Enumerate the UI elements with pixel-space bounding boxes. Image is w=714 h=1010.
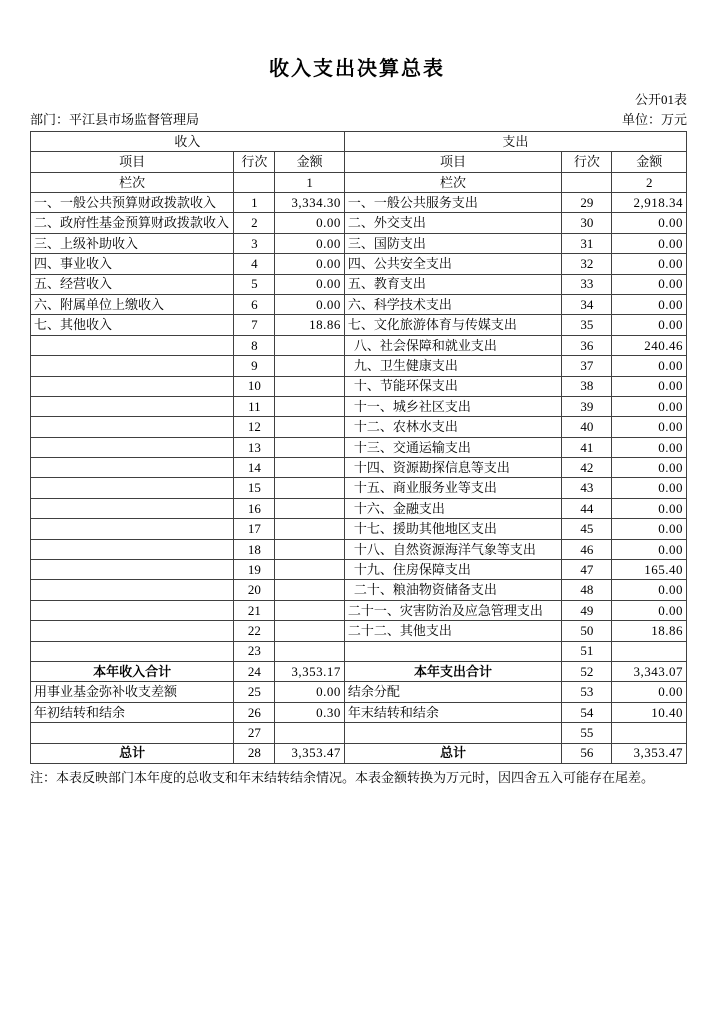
income-rowno-cell: 15 xyxy=(234,478,275,498)
income-lanci-blank xyxy=(234,173,275,193)
expense-amount-cell: 0.00 xyxy=(612,682,687,702)
expense-rowno-cell: 48 xyxy=(562,580,612,600)
expense-rowno-cell: 29 xyxy=(562,193,612,213)
income-item-cell xyxy=(31,560,234,580)
expense-amount-cell: 0.00 xyxy=(612,233,687,253)
table-row xyxy=(31,458,687,478)
expense-amount-cell: 18.86 xyxy=(612,621,687,641)
expense-col-no: 2 xyxy=(612,173,687,193)
table-row xyxy=(31,315,687,335)
expense-item-cell: 三、国防支出 xyxy=(344,233,561,253)
expense-rowno-cell: 39 xyxy=(562,396,612,416)
expense-item-cell: 十、节能环保支出 xyxy=(344,376,561,396)
table-row xyxy=(31,396,687,416)
expense-item-cell: 二十一、灾害防治及应急管理支出 xyxy=(344,600,561,620)
income-amount-cell: 0.00 xyxy=(275,254,344,274)
expense-item-cell: 八、社会保障和就业支出 xyxy=(344,335,561,355)
income-item-cell xyxy=(31,417,234,437)
income-item-cell: 七、其他收入 xyxy=(31,315,234,335)
income-item-cell xyxy=(31,458,234,478)
income-item-cell xyxy=(31,396,234,416)
meta-line xyxy=(30,113,687,126)
table-row xyxy=(31,580,687,600)
income-rowno-cell: 25 xyxy=(234,682,275,702)
expense-item-cell: 六、科学技术支出 xyxy=(344,294,561,314)
income-amount-cell: 0.00 xyxy=(275,294,344,314)
expense-amount-cell: 0.00 xyxy=(612,600,687,620)
table-code: 公开01表 xyxy=(634,92,687,107)
income-rowno-cell: 23 xyxy=(234,641,275,661)
table-row xyxy=(31,539,687,559)
expense-item-cell: 七、文化旅游体育与传媒支出 xyxy=(344,315,561,335)
expense-amount-cell: 0.00 xyxy=(612,356,687,376)
expense-item-cell: 十四、资源勘探信息等支出 xyxy=(344,458,561,478)
expense-amount-cell: 0.00 xyxy=(612,376,687,396)
table-row xyxy=(31,193,687,213)
expense-lanci-blank xyxy=(562,173,612,193)
expense-rowno-cell: 54 xyxy=(562,702,612,722)
expense-item-cell: 本年支出合计 xyxy=(344,661,561,681)
expense-rowno-cell: 40 xyxy=(562,417,612,437)
income-rowno-cell: 17 xyxy=(234,519,275,539)
income-amount-cell xyxy=(275,560,344,580)
table-row xyxy=(31,213,687,233)
expense-rowno-cell: 50 xyxy=(562,621,612,641)
income-item-cell xyxy=(31,335,234,355)
income-item-cell: 四、事业收入 xyxy=(31,254,234,274)
income-item-cell: 用事业基金弥补收支差额 xyxy=(31,682,234,702)
income-rowno-cell: 12 xyxy=(234,417,275,437)
expense-amount-cell: 0.00 xyxy=(612,254,687,274)
expense-amount-cell: 165.40 xyxy=(612,560,687,580)
income-rowno-cell: 24 xyxy=(234,661,275,681)
income-item-cell: 总计 xyxy=(31,743,234,763)
income-rowno-cell: 5 xyxy=(234,274,275,294)
table-row xyxy=(31,356,687,376)
expense-item-cell: 一、一般公共服务支出 xyxy=(344,193,561,213)
column-header-row xyxy=(31,152,687,173)
income-col-no: 1 xyxy=(275,173,344,193)
expense-rowno-header: 行次 xyxy=(562,152,612,173)
income-rowno-cell: 1 xyxy=(234,193,275,213)
table-row xyxy=(31,294,687,314)
income-item-cell xyxy=(31,376,234,396)
table-row xyxy=(31,478,687,498)
table-row xyxy=(31,723,687,743)
income-item-cell: 一、一般公共预算财政拨款收入 xyxy=(31,193,234,213)
expense-amount-cell: 0.00 xyxy=(612,437,687,457)
expense-item-cell: 十二、农林水支出 xyxy=(344,417,561,437)
income-item-cell xyxy=(31,580,234,600)
income-item-cell: 二、政府性基金预算财政拨款收入 xyxy=(31,213,234,233)
income-amount-cell xyxy=(275,356,344,376)
table-row xyxy=(31,254,687,274)
expense-item-cell: 年末结转和结余 xyxy=(344,702,561,722)
income-rowno-cell: 7 xyxy=(234,315,275,335)
expense-amount-cell: 0.00 xyxy=(612,539,687,559)
income-rowno-cell: 10 xyxy=(234,376,275,396)
income-amount-cell xyxy=(275,376,344,396)
content-area xyxy=(30,93,687,786)
expense-item-cell: 十五、商业服务业等支出 xyxy=(344,478,561,498)
expense-rowno-cell: 38 xyxy=(562,376,612,396)
income-rowno-cell: 11 xyxy=(234,396,275,416)
expense-amount-cell: 2,918.34 xyxy=(612,193,687,213)
column-number-row xyxy=(31,173,687,193)
expense-rowno-cell: 42 xyxy=(562,458,612,478)
income-item-cell xyxy=(31,478,234,498)
income-lanci-label: 栏次 xyxy=(31,173,234,193)
income-rowno-cell: 3 xyxy=(234,233,275,253)
income-item-cell xyxy=(31,437,234,457)
income-item-cell xyxy=(31,498,234,518)
expense-amount-cell: 0.00 xyxy=(612,498,687,518)
income-item-header: 项目 xyxy=(31,152,234,173)
income-amount-cell xyxy=(275,580,344,600)
income-item-cell xyxy=(31,621,234,641)
income-amount-cell xyxy=(275,539,344,559)
expense-amount-cell: 3,343.07 xyxy=(612,661,687,681)
table-row xyxy=(31,376,687,396)
income-item-cell: 本年收入合计 xyxy=(31,661,234,681)
table-row xyxy=(31,702,687,722)
income-rowno-cell: 22 xyxy=(234,621,275,641)
expense-rowno-cell: 35 xyxy=(562,315,612,335)
table-body xyxy=(31,193,687,764)
expense-rowno-cell: 45 xyxy=(562,519,612,539)
income-amount-cell xyxy=(275,600,344,620)
expense-amount-cell xyxy=(612,641,687,661)
income-rowno-cell: 28 xyxy=(234,743,275,763)
expense-item-cell: 二、外交支出 xyxy=(344,213,561,233)
expense-amount-cell: 0.00 xyxy=(612,213,687,233)
expense-rowno-cell: 44 xyxy=(562,498,612,518)
table-row xyxy=(31,682,687,702)
income-rowno-cell: 4 xyxy=(234,254,275,274)
expense-amount-cell: 0.00 xyxy=(612,458,687,478)
income-rowno-cell: 14 xyxy=(234,458,275,478)
income-item-cell: 年初结转和结余 xyxy=(31,702,234,722)
expense-item-cell: 十一、城乡社区支出 xyxy=(344,396,561,416)
income-rowno-cell: 2 xyxy=(234,213,275,233)
expense-rowno-cell: 56 xyxy=(562,743,612,763)
expense-amount-cell: 0.00 xyxy=(612,519,687,539)
note-text: 注：本表反映部门本年度的总收支和年末结转结余情况。本表金额转换为万元时，因四舍五入可能存在尾差。 xyxy=(30,769,655,785)
income-amount-cell: 0.00 xyxy=(275,682,344,702)
income-amount-cell xyxy=(275,458,344,478)
income-rowno-cell: 20 xyxy=(234,580,275,600)
income-item-cell xyxy=(31,641,234,661)
income-amount-cell: 3,334.30 xyxy=(275,193,344,213)
income-rowno-cell: 9 xyxy=(234,356,275,376)
income-amount-cell xyxy=(275,519,344,539)
table-row xyxy=(31,743,687,763)
department-label: 部门：平江县市场监督管理局 xyxy=(30,112,200,127)
expense-amount-cell: 0.00 xyxy=(612,274,687,294)
table-row xyxy=(31,560,687,580)
expense-item-cell: 二十、粮油物资储备支出 xyxy=(344,580,561,600)
table-row xyxy=(31,519,687,539)
income-amount-header: 金额 xyxy=(275,152,344,173)
expense-item-cell xyxy=(344,641,561,661)
expense-amount-cell: 0.00 xyxy=(612,417,687,437)
income-item-cell: 六、附属单位上缴收入 xyxy=(31,294,234,314)
income-item-cell: 三、上级补助收入 xyxy=(31,233,234,253)
expense-rowno-cell: 36 xyxy=(562,335,612,355)
expense-item-header: 项目 xyxy=(344,152,561,173)
expense-rowno-cell: 31 xyxy=(562,233,612,253)
expense-rowno-cell: 41 xyxy=(562,437,612,457)
table-row xyxy=(31,661,687,681)
expense-amount-cell xyxy=(612,723,687,743)
expense-item-cell: 十三、交通运输支出 xyxy=(344,437,561,457)
expense-amount-cell: 0.00 xyxy=(612,315,687,335)
income-amount-cell xyxy=(275,478,344,498)
income-amount-cell xyxy=(275,417,344,437)
expense-item-cell xyxy=(344,723,561,743)
expense-item-cell: 四、公共安全支出 xyxy=(344,254,561,274)
income-item-cell: 五、经营收入 xyxy=(31,274,234,294)
income-item-cell xyxy=(31,539,234,559)
expense-amount-cell: 10.40 xyxy=(612,702,687,722)
expense-rowno-cell: 53 xyxy=(562,682,612,702)
income-amount-cell: 0.00 xyxy=(275,233,344,253)
income-rowno-cell: 19 xyxy=(234,560,275,580)
income-amount-cell xyxy=(275,437,344,457)
income-amount-cell: 0.00 xyxy=(275,213,344,233)
income-amount-cell xyxy=(275,335,344,355)
expense-item-cell: 总计 xyxy=(344,743,561,763)
income-rowno-cell: 27 xyxy=(234,723,275,743)
income-amount-cell: 0.30 xyxy=(275,702,344,722)
expense-rowno-cell: 51 xyxy=(562,641,612,661)
income-amount-cell: 3,353.47 xyxy=(275,743,344,763)
expense-item-cell: 十八、自然资源海洋气象等支出 xyxy=(344,539,561,559)
expense-amount-cell: 0.00 xyxy=(612,580,687,600)
table-row xyxy=(31,498,687,518)
table-row xyxy=(31,641,687,661)
expense-amount-cell: 240.46 xyxy=(612,335,687,355)
income-amount-cell: 0.00 xyxy=(275,274,344,294)
expense-amount-header: 金额 xyxy=(612,152,687,173)
income-amount-cell: 3,353.17 xyxy=(275,661,344,681)
income-rowno-cell: 18 xyxy=(234,539,275,559)
income-rowno-cell: 6 xyxy=(234,294,275,314)
income-amount-cell xyxy=(275,641,344,661)
expense-rowno-cell: 37 xyxy=(562,356,612,376)
income-item-cell xyxy=(31,356,234,376)
budget-summary-table xyxy=(30,131,687,764)
table-row xyxy=(31,233,687,253)
expense-rowno-cell: 32 xyxy=(562,254,612,274)
expense-amount-cell: 3,353.47 xyxy=(612,743,687,763)
expense-rowno-cell: 30 xyxy=(562,213,612,233)
income-rowno-header: 行次 xyxy=(234,152,275,173)
table-row xyxy=(31,621,687,641)
expense-item-cell: 结余分配 xyxy=(344,682,561,702)
expense-rowno-cell: 52 xyxy=(562,661,612,681)
expense-item-cell: 二十二、其他支出 xyxy=(344,621,561,641)
table-row xyxy=(31,437,687,457)
income-item-cell xyxy=(31,600,234,620)
table-row xyxy=(31,417,687,437)
income-item-cell xyxy=(31,519,234,539)
income-item-cell xyxy=(31,723,234,743)
expense-section-header: 支出 xyxy=(344,132,686,152)
table-row xyxy=(31,274,687,294)
section-header-row xyxy=(31,132,687,152)
expense-amount-cell: 0.00 xyxy=(612,478,687,498)
expense-rowno-cell: 47 xyxy=(562,560,612,580)
expense-rowno-cell: 49 xyxy=(562,600,612,620)
expense-rowno-cell: 43 xyxy=(562,478,612,498)
table-row xyxy=(31,335,687,355)
expense-item-cell: 九、卫生健康支出 xyxy=(344,356,561,376)
expense-rowno-cell: 33 xyxy=(562,274,612,294)
table-row xyxy=(31,600,687,620)
expense-rowno-cell: 46 xyxy=(562,539,612,559)
expense-amount-cell: 0.00 xyxy=(612,294,687,314)
page-title: 收入支出决算总表 xyxy=(269,58,445,80)
expense-item-cell: 十七、援助其他地区支出 xyxy=(344,519,561,539)
expense-lanci-label: 栏次 xyxy=(344,173,561,193)
expense-rowno-cell: 34 xyxy=(562,294,612,314)
income-rowno-cell: 16 xyxy=(234,498,275,518)
income-amount-cell xyxy=(275,621,344,641)
income-amount-cell xyxy=(275,498,344,518)
expense-item-cell: 十六、金融支出 xyxy=(344,498,561,518)
income-rowno-cell: 21 xyxy=(234,600,275,620)
income-section-header: 收入 xyxy=(31,132,345,152)
income-rowno-cell: 13 xyxy=(234,437,275,457)
expense-item-cell: 十九、住房保障支出 xyxy=(344,560,561,580)
income-amount-cell xyxy=(275,396,344,416)
expense-amount-cell: 0.00 xyxy=(612,396,687,416)
income-rowno-cell: 8 xyxy=(234,335,275,355)
expense-item-cell: 五、教育支出 xyxy=(344,274,561,294)
income-rowno-cell: 26 xyxy=(234,702,275,722)
income-amount-cell: 18.86 xyxy=(275,315,344,335)
expense-rowno-cell: 55 xyxy=(562,723,612,743)
income-amount-cell xyxy=(275,723,344,743)
unit-label: 单位：万元 xyxy=(621,112,687,127)
